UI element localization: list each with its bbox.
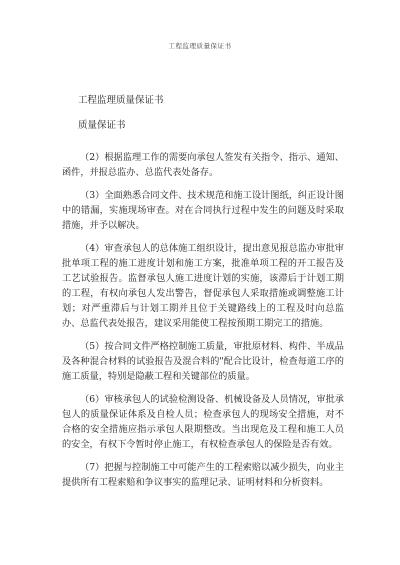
paragraph-item-4: （4）审查承包人的总体施工组织设计，提出意见报总监办审批审批单项工程的施工进度计划和施工方案，批准单项工程的开工报告及工艺试验报告。监督承包人施工进度计划的实施，该滞后于计划工期的工程，有权向承包人发出警告，督促承包人采取措施或调整施工计划；对严重滞后与计划工期并且位于关键路线上的工程及时向总监办、总监代表处报告，建议采用能使工程按预期工期完工的措施。 [62,243,344,329]
paragraph-item-2: （2）根据监理工作的需要向承包人签发有关指令、指示、通知、函件，并报总监办、总监代表处备存。 [62,152,344,178]
document-title: 工程监理质量保证书 [78,95,164,106]
paragraph-item-6: （6）审核承包人的试验检测设备、机械设备及人员情况，审批承包人的质量保证体系及自检人员；检查承包人的现场安全措施，对不合格的安全措施应指示承包人限期整改。当出现危及工程和施工人员的安全，有权下令暂时停止施工，有权检查承包人的保险是否有效。 [62,394,344,450]
document-subtitle: 质量保证书 [78,120,126,131]
document-body [62,150,344,498]
running-header: 工程监理质量保证书 [168,42,232,50]
paragraph-item-3: （3）全面熟悉合同文件、技术规范和施工设计图纸，纠正设计图中的错漏，实施现场审查。对在合同执行过程中发生的问题及时采取措施，并予以解决。 [62,190,344,231]
paragraph-item-7: （7）把握与控制施工中可能产生的工程索赔以减少损失，向业主提供所有工程索赔和争议事实的监理记录、证明材料和分析资料。 [62,462,344,488]
paragraph-item-5: （5）按合同文件严格控制施工质量，审批原材料、构件、半成品及各种混合材料的试验报告及混合料的"配合比设计，检查每道工序的施工质量，特别是隐蔽工程和关键部位的质量。 [62,341,344,382]
